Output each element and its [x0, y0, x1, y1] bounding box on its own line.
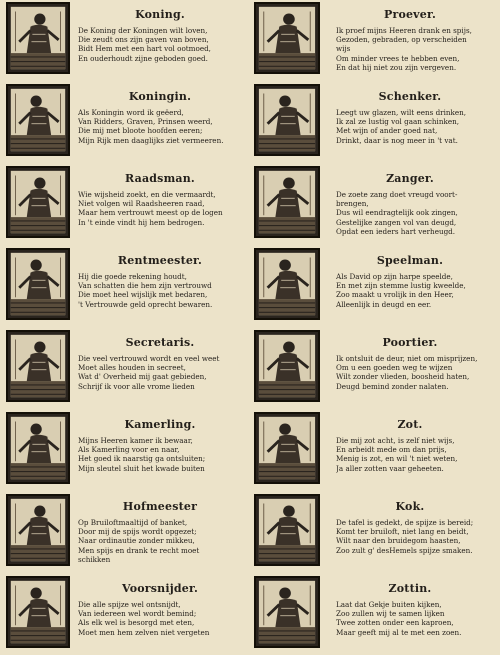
- occupation-title: Koning.: [135, 8, 185, 21]
- porter-woodcut-icon: [254, 330, 320, 402]
- occupation-entry: [250, 164, 500, 245]
- verse-line: Maar geeft mij al te met een zoen.: [336, 627, 462, 637]
- occupation-entry: [250, 328, 500, 409]
- verse-line: Deugd bemind zonder nalaten.: [336, 381, 449, 391]
- occupation-verse: [336, 518, 498, 555]
- verse-line: Niet volgen wil Raadsheeren raad,: [78, 199, 205, 209]
- verse-line: Moet men hem zelven niet vergeten: [78, 627, 210, 637]
- verse-line: Mijn sleutel sluit het kwade buiten: [78, 463, 205, 473]
- verse-line: Opdat een ieders hart verheugd.: [336, 226, 456, 236]
- occupation-verse: [78, 272, 248, 309]
- occupation-title: Proever.: [383, 8, 436, 21]
- cook-woodcut-icon: [254, 494, 320, 566]
- taster-woodcut-icon: [254, 2, 320, 74]
- right-column: [250, 0, 500, 650]
- occupation-title: Rentmeester.: [117, 254, 203, 267]
- occupation-verse: [78, 600, 248, 637]
- verse-line: Drinkt, daar is nog meer in 't vat.: [336, 135, 458, 145]
- verse-line: Het goed ik naarstig ga ontsluiten;: [78, 454, 206, 464]
- occupation-entry: [0, 492, 250, 573]
- occupation-verse: [78, 354, 248, 391]
- occupation-title: Speelman.: [376, 254, 444, 267]
- occupation-entry: [0, 164, 250, 245]
- verse-line: Menig is zot, en wil 't niet weten,: [336, 454, 458, 464]
- occupation-entry: [0, 246, 250, 327]
- verse-line: Die alle spijze wel ontsnijdt,: [78, 600, 181, 609]
- verse-line: Om minder vrees te hebben even,: [336, 53, 460, 63]
- occupation-verse: [336, 190, 498, 236]
- verse-line: Ja aller zotten vaar geheeten.: [336, 463, 444, 473]
- verse-line: Leegt uw glazen, wilt eens drinken,: [336, 108, 467, 117]
- occupation-title: Secretaris.: [125, 336, 195, 349]
- housemaster-woodcut-icon: [6, 494, 70, 566]
- verse-line: Die zeudt ons zijn gaven van boven,: [78, 35, 209, 45]
- occupation-entry: [250, 410, 500, 491]
- occupation-verse: [336, 354, 498, 391]
- occupation-entry: [0, 410, 250, 491]
- secretary-woodcut-icon: [6, 330, 70, 402]
- verse-line: Wilt naar den bruidegom haasten,: [336, 536, 461, 546]
- verse-line: Komt ter bruiloft, niet lang en beidt,: [336, 527, 469, 537]
- verse-line: brengen,: [336, 199, 369, 209]
- verse-line: Zoo zult g' desHemels spijze smaken.: [336, 545, 473, 555]
- verse-line: De Koning der Koningen wilt loven,: [78, 26, 208, 35]
- verse-line: Zoo zullen wij te samen lijken: [336, 609, 445, 619]
- fool-woodcut-icon: [254, 412, 320, 484]
- verse-line: In 't einde vindt hij hem bedrogen.: [78, 217, 205, 227]
- king-woodcut-icon: [6, 2, 70, 74]
- occupation-entry: [0, 0, 250, 81]
- verse-line: En arbeidt mede om dan prijs,: [336, 445, 447, 455]
- verse-line: En ouderhoudt zijne geboden goed.: [78, 53, 208, 63]
- verse-line: Zoo maakt u vrolijk in den Heer,: [336, 290, 454, 300]
- verse-line: Van schatten die hem zijn vertrouwd: [78, 281, 212, 291]
- occupation-title: Poortier.: [382, 336, 438, 349]
- verse-line: Op Bruiloftmaaltijd of banket,: [78, 518, 188, 527]
- verse-line: En met zijn stemme lustig kweelde,: [336, 281, 466, 291]
- verse-line: Mijns Heeren kamer ik bewaar,: [78, 436, 193, 445]
- occupation-verse: [336, 600, 498, 637]
- carver-woodcut-icon: [6, 576, 70, 648]
- verse-line: Door mij de spijs wordt opgezet;: [78, 527, 197, 537]
- verse-line: Naar ordinautie zonder mikkeu,: [78, 536, 195, 546]
- occupation-title: Schenker.: [378, 90, 442, 103]
- verse-line: Die mij met bloote hoofden eeren;: [78, 126, 203, 136]
- verse-line: Van iedereen wel wordt bemind;: [78, 609, 197, 619]
- singer-woodcut-icon: [254, 166, 320, 238]
- verse-line: Met wijn of ander goed nat,: [336, 126, 438, 136]
- verse-line: wijs: [336, 44, 351, 54]
- occupation-verse: [78, 26, 248, 63]
- verse-line: De tafel is gedekt, de spijze is bereid;: [336, 518, 474, 527]
- occupation-verse: [78, 436, 248, 473]
- verse-line: Die mij zot acht, is zelf niet wijs,: [336, 436, 455, 445]
- verse-line: Wie wijsheid zoekt, en die vermaardt,: [78, 190, 216, 199]
- occupation-verse: [336, 272, 498, 309]
- verse-line: Om u een goeden weg te wijzen: [336, 363, 453, 373]
- verse-line: Gestelijke zangen vol van deugd,: [336, 217, 457, 227]
- verse-line: Die moet heel wijslijk met bedaren,: [78, 290, 208, 300]
- verse-line: schikken: [78, 554, 111, 564]
- occupation-verse: [336, 436, 498, 473]
- occupation-verse: [336, 26, 498, 72]
- verse-line: Wilt zonder vlieden, boosheid haten,: [336, 372, 470, 382]
- occupation-title: Zottin.: [388, 582, 432, 595]
- verse-line: Als Kamerling voor en naar,: [78, 445, 180, 455]
- fool-woman-woodcut-icon: [254, 576, 320, 648]
- verse-line: Ik zal ze lustig vol gaan schinken,: [336, 117, 459, 127]
- verse-line: Mijn Rijk men daaglijks ziet vermeeren.: [78, 135, 224, 145]
- verse-line: Die veel vertrouwd wordt en veel weet: [78, 354, 220, 363]
- verse-line: Als elk wel is besorgd met eten,: [78, 618, 195, 628]
- verse-line: Gezoden, gebraden, op verscheiden: [336, 35, 467, 45]
- occupation-entry: [250, 574, 500, 655]
- verse-line: Hij die goede rekening houdt,: [78, 272, 187, 281]
- chamberlain-woodcut-icon: [6, 412, 70, 484]
- verse-line: 't Vertrouwde geld oprecht bewaren.: [78, 299, 213, 309]
- occupation-title: Kamerling.: [124, 418, 196, 431]
- verse-line: Ik proef mijns Heeren drank en spijs,: [336, 26, 472, 35]
- counselor-woodcut-icon: [6, 166, 70, 238]
- occupation-title: Hofmeester: [122, 500, 198, 513]
- verse-line: Ik ontsluit de deur, niet om misprijzen,: [336, 354, 478, 363]
- verse-line: Als Koningin word ik geëerd,: [78, 108, 184, 117]
- verse-line: Laat dat Gekje buiten kijken,: [336, 600, 442, 609]
- occupation-title: Koningin.: [128, 90, 192, 103]
- verse-line: Schrijf ik voor alle vrome lieden: [78, 381, 195, 391]
- occupation-entry: [0, 574, 250, 655]
- verse-line: Als David op zijn harpe speelde,: [336, 272, 453, 281]
- occupation-verse: [78, 108, 248, 145]
- queen-woodcut-icon: [6, 84, 70, 156]
- verse-line: Alleenlijk in deugd en eer.: [336, 299, 432, 309]
- occupation-title: Voorsnijder.: [121, 582, 199, 595]
- occupation-entry: [0, 82, 250, 163]
- occupation-verse: [336, 108, 498, 145]
- musician-woodcut-icon: [254, 248, 320, 320]
- verse-line: Moet alles houden in secreet,: [78, 363, 186, 373]
- verse-line: Maar hem vertrouwt meest op de logen: [78, 208, 223, 218]
- occupation-entry: [250, 246, 500, 327]
- occupation-title: Zanger.: [386, 172, 434, 185]
- verse-line: Wat d' Overheid mij gaat gebieden,: [78, 372, 207, 382]
- occupation-entry: [0, 328, 250, 409]
- occupation-title: Raadsman.: [125, 172, 195, 185]
- occupation-verse: [78, 518, 248, 564]
- verse-line: En dat hij niet zou zijn vergeven.: [336, 62, 457, 72]
- verse-line: Bidt Hem met een hart vol ootmoed,: [78, 44, 211, 54]
- occupation-title: Kok.: [395, 500, 425, 513]
- occupation-verse: [78, 190, 248, 227]
- occupation-entry: [250, 82, 500, 163]
- verse-line: Dus wil eendragtelijk ook zingen,: [336, 208, 458, 218]
- occupation-title: Zot.: [397, 418, 423, 431]
- occupation-entry: [250, 492, 500, 573]
- left-column: [0, 0, 250, 650]
- verse-line: De zoete zang doet vreugd voort-: [336, 190, 458, 199]
- verse-line: Twee zotten onder een kaproen,: [336, 618, 454, 628]
- verse-line: Van Ridders, Graven, Prinsen weerd,: [78, 117, 213, 127]
- occupation-entry: [250, 0, 500, 81]
- cupbearer-woodcut-icon: [254, 84, 320, 156]
- verse-line: Men spijs en drank te recht moet: [78, 545, 200, 555]
- steward-woodcut-icon: [6, 248, 70, 320]
